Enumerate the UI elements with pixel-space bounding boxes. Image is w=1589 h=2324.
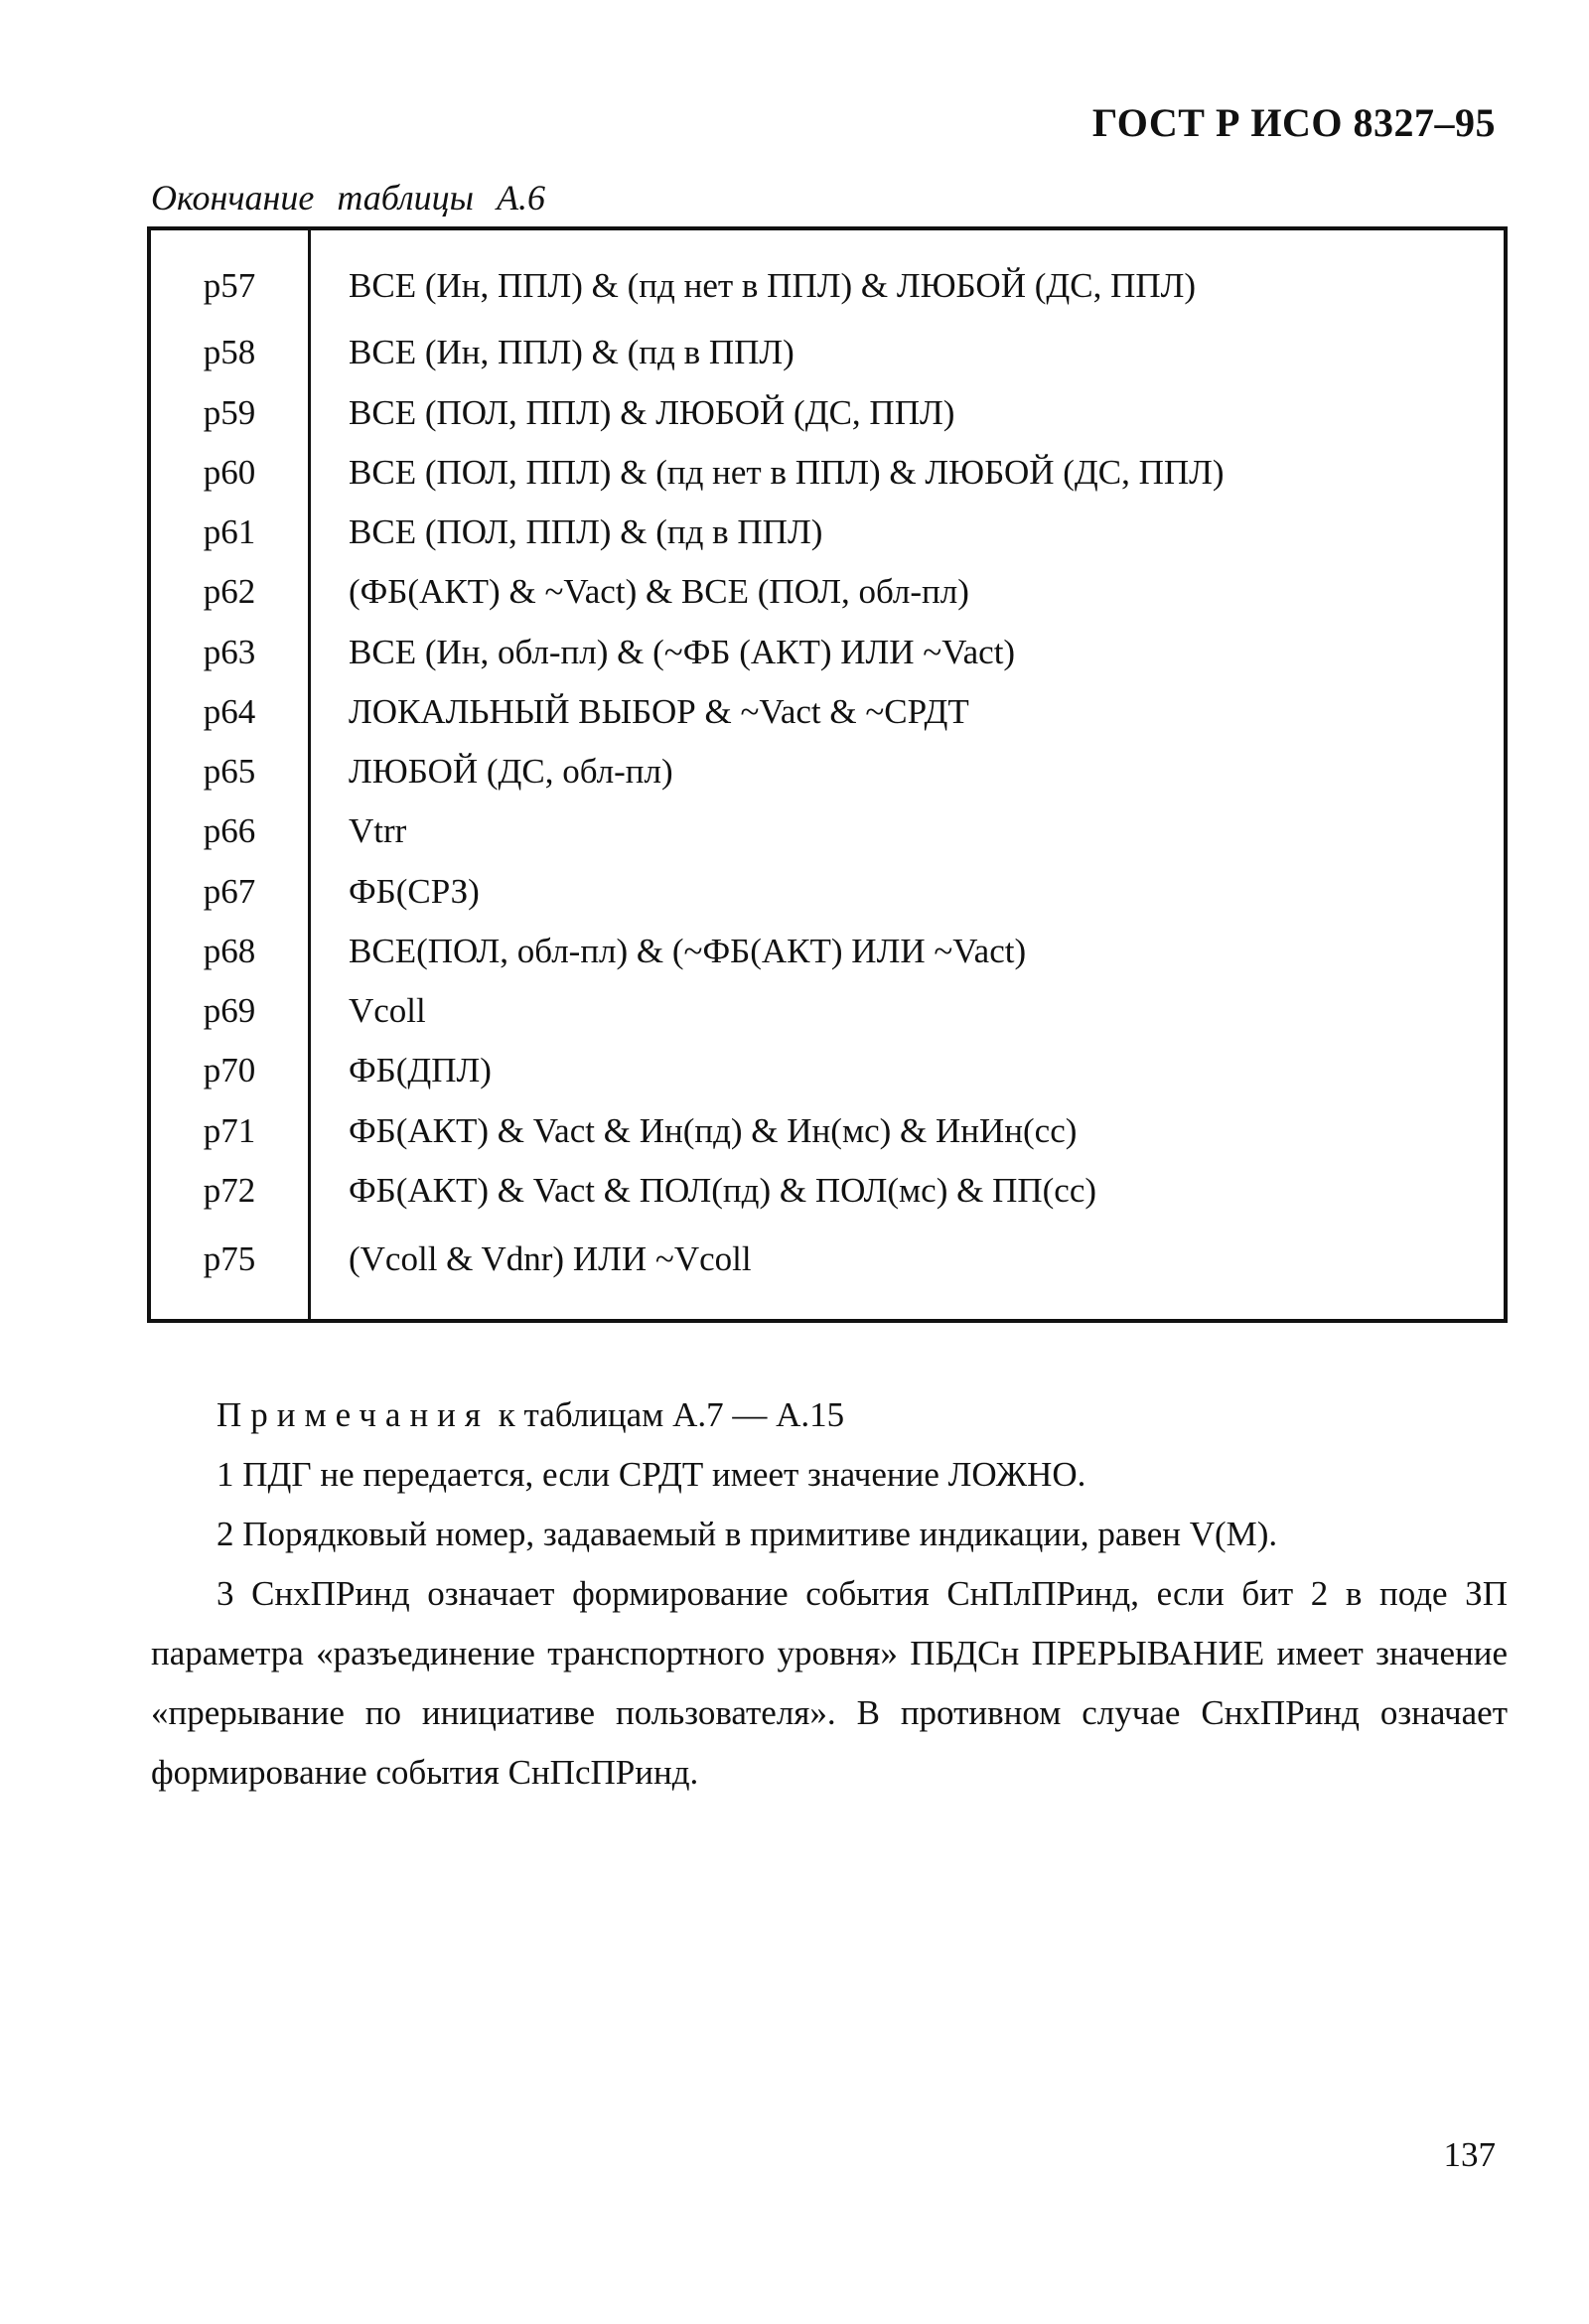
row-code: p66 xyxy=(149,801,310,861)
row-expression: ВСЕ(ПОЛ, обл-пл) & (~ФБ(АКТ) ИЛИ ~Vact) xyxy=(349,931,1027,970)
row-code: p68 xyxy=(149,921,310,980)
row-code: p57 xyxy=(149,228,310,323)
row-expression: Vcoll xyxy=(349,991,426,1031)
table-row xyxy=(149,921,1506,980)
table-row xyxy=(149,1041,1506,1100)
table-row xyxy=(149,622,1506,681)
row-code: p75 xyxy=(149,1220,310,1321)
row-expression: Vtrr xyxy=(349,811,407,851)
row-code: p58 xyxy=(149,323,310,382)
note-item-3: 3 СнхПРинд означает формирование события СнПлПРинд, если бит 2 в поде ЗП параметра «разъединение транспортного уровня» ПБДСн ПРЕРЫВАНИЕ имеет значение «прерывание по инициативе пользователя». В противном случае СнхПРинд означает формирование события СнПсПРинд. xyxy=(151,1574,1508,1792)
row-expression: ФБ(СРЗ) xyxy=(349,871,480,911)
row-code: p67 xyxy=(149,861,310,921)
table-row xyxy=(149,502,1506,561)
notes-title-rest: к таблицам А.7 — А.15 xyxy=(498,1395,845,1434)
table-row xyxy=(149,323,1506,382)
row-code: p59 xyxy=(149,382,310,442)
row-expression: ВСЕ (ПОЛ, ППЛ) & ЛЮБОЙ (ДС, ППЛ) xyxy=(349,392,955,432)
notes-title xyxy=(151,1385,1508,1445)
condition-table xyxy=(147,226,1508,1323)
table-row xyxy=(149,442,1506,502)
row-code: p63 xyxy=(149,622,310,681)
row-expression: ВСЕ (Ин, ППЛ) & (пд нет в ППЛ) & ЛЮБОЙ (ДС, ППЛ) xyxy=(349,265,1197,305)
note-item-1: 1 ПДГ не передается, если СРДТ имеет значение ЛОЖНО. xyxy=(217,1455,1086,1494)
row-code: p72 xyxy=(149,1160,310,1220)
row-code: p60 xyxy=(149,442,310,502)
table-row xyxy=(149,801,1506,861)
table-row xyxy=(149,741,1506,800)
row-expression: ВСЕ (ПОЛ, ППЛ) & (пд нет в ППЛ) & ЛЮБОЙ (ДС, ППЛ) xyxy=(349,452,1225,492)
notes-section xyxy=(151,1385,1508,1803)
row-expression: ВСЕ (Ин, ППЛ) & (пд в ППЛ) xyxy=(349,333,794,372)
condition-table-body xyxy=(149,228,1506,1321)
table-row xyxy=(149,861,1506,921)
row-expression: ВСЕ (Ин, обл-пл) & (~ФБ (АКТ) ИЛИ ~Vact) xyxy=(349,632,1016,671)
table-row xyxy=(149,1100,1506,1160)
row-expression: ФБ(АКТ) & Vact & ПОЛ(пд) & ПОЛ(мс) & ПП(сс) xyxy=(349,1170,1097,1210)
row-code: p69 xyxy=(149,980,310,1040)
row-expression: (ФБ(АКТ) & ~Vact) & ВСЕ (ПОЛ, обл-пл) xyxy=(349,572,969,612)
row-code: p65 xyxy=(149,741,310,800)
table-row xyxy=(149,1160,1506,1220)
notes-title-spaced: Примечания xyxy=(217,1395,491,1434)
table-row xyxy=(149,382,1506,442)
row-code: p70 xyxy=(149,1041,310,1100)
table-row xyxy=(149,1220,1506,1321)
row-code: p71 xyxy=(149,1100,310,1160)
row-expression: ЛОКАЛЬНЫЙ ВЫБОР & ~Vact & ~СРДТ xyxy=(349,691,969,731)
row-code: p61 xyxy=(149,502,310,561)
table-row xyxy=(149,980,1506,1040)
row-expression: ФБ(АКТ) & Vact & Ин(пд) & Ин(мс) & ИнИн(сс) xyxy=(349,1110,1078,1150)
document-code-header: ГОСТ Р ИСО 8327–95 xyxy=(1091,100,1496,145)
row-code: p62 xyxy=(149,562,310,622)
table-row xyxy=(149,228,1506,323)
row-expression: ВСЕ (ПОЛ, ППЛ) & (пд в ППЛ) xyxy=(349,512,823,552)
table-caption: Окончание таблицы А.6 xyxy=(151,178,546,218)
row-expression: (Vcoll & Vdnr) ИЛИ ~Vcoll xyxy=(349,1238,752,1278)
row-code: p64 xyxy=(149,681,310,741)
note-item-2: 2 Порядковый номер, задаваемый в примитиве индикации, равен V(M). xyxy=(217,1515,1278,1553)
table-row xyxy=(149,681,1506,741)
page-number: 137 xyxy=(1443,2135,1496,2174)
row-expression: ФБ(ДПЛ) xyxy=(349,1051,492,1090)
table-row xyxy=(149,562,1506,622)
row-expression: ЛЮБОЙ (ДС, обл-пл) xyxy=(349,752,673,792)
